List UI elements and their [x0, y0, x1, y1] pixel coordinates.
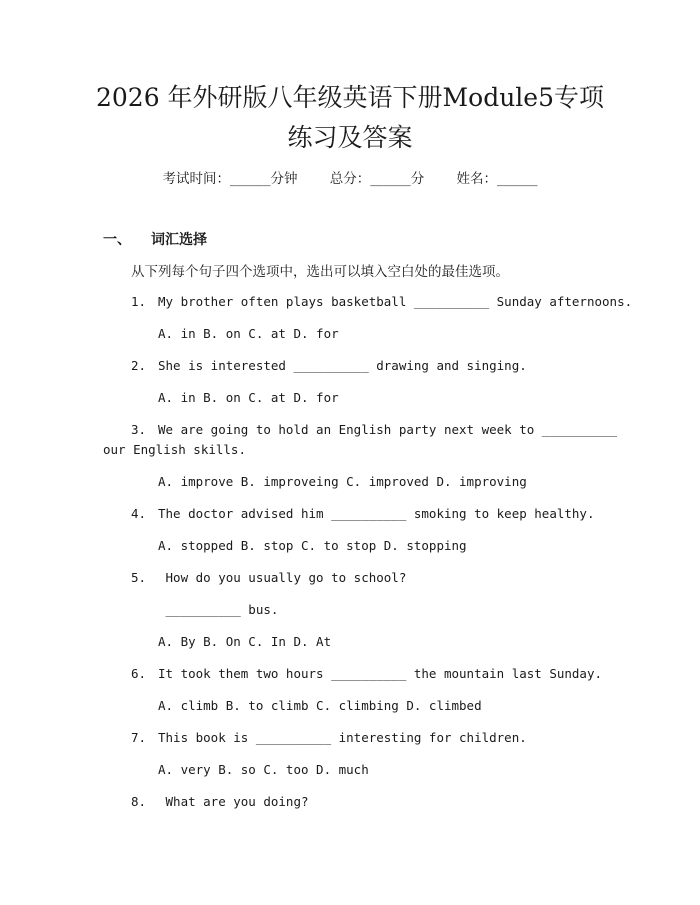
question-3	[131, 422, 617, 437]
question-text: She is interested __________ drawing and singing.	[158, 358, 527, 373]
section-number: 一、	[103, 232, 131, 248]
question-text: My brother often plays basketball __________ Sunday afternoons.	[158, 294, 633, 309]
question-7-options: A. very B. so C. too D. much	[158, 762, 369, 777]
exam-meta	[0, 167, 700, 187]
question-1	[131, 294, 632, 309]
name-label: 姓名：______	[456, 171, 538, 187]
question-3-options: A. improve B. improveing C. improved D. improving	[158, 474, 527, 489]
title-line-1: 2026 年外研版八年级英语下册Module5专项	[95, 83, 605, 112]
question-2-options: A. in B. on C. at D. for	[158, 390, 339, 405]
question-8	[131, 794, 309, 809]
question-6	[131, 666, 602, 681]
question-text: The doctor advised him __________ smoking to keep healthy.	[158, 506, 595, 521]
question-text: This book is __________ interesting for children.	[158, 730, 527, 745]
question-number: 5.	[131, 570, 147, 585]
question-5-answer-line: __________ bus.	[158, 602, 279, 617]
question-number: 8.	[131, 794, 147, 809]
question-4-options: A. stopped B. stop C. to stop D. stopping	[158, 538, 467, 553]
question-5	[131, 570, 406, 585]
question-5-options: A. By B. On C. In D. At	[158, 634, 332, 649]
question-7	[131, 730, 527, 745]
question-number: 3.	[131, 422, 147, 437]
question-2	[131, 358, 527, 373]
question-text: What are you doing?	[158, 794, 309, 809]
time-label: 考试时间：______分钟	[162, 171, 298, 187]
title-line-2: 练习及答案	[287, 123, 413, 152]
question-number: 4.	[131, 506, 147, 521]
question-number: 7.	[131, 730, 147, 745]
section-heading	[103, 229, 207, 249]
question-number: 2.	[131, 358, 147, 373]
question-6-options: A. climb B. to climb C. climbing D. climbed	[158, 698, 482, 713]
question-text: How do you usually go to school?	[158, 570, 407, 585]
section-title: 词汇选择	[151, 232, 207, 248]
question-number: 1.	[131, 294, 147, 309]
question-4	[131, 506, 595, 521]
score-label: 总分：______分	[329, 171, 425, 187]
question-number: 6.	[131, 666, 147, 681]
page-title	[40, 78, 660, 158]
question-text: We are going to hold an English party next week to __________	[158, 422, 618, 437]
question-text: It took them two hours __________ the mountain last Sunday.	[158, 666, 603, 681]
section-instruction: 从下列每个句子四个选项中，选出可以填入空白处的最佳选项。	[131, 264, 509, 280]
question-1-options: A. in B. on C. at D. for	[158, 326, 339, 341]
question-3-continuation: our English skills.	[103, 442, 246, 457]
